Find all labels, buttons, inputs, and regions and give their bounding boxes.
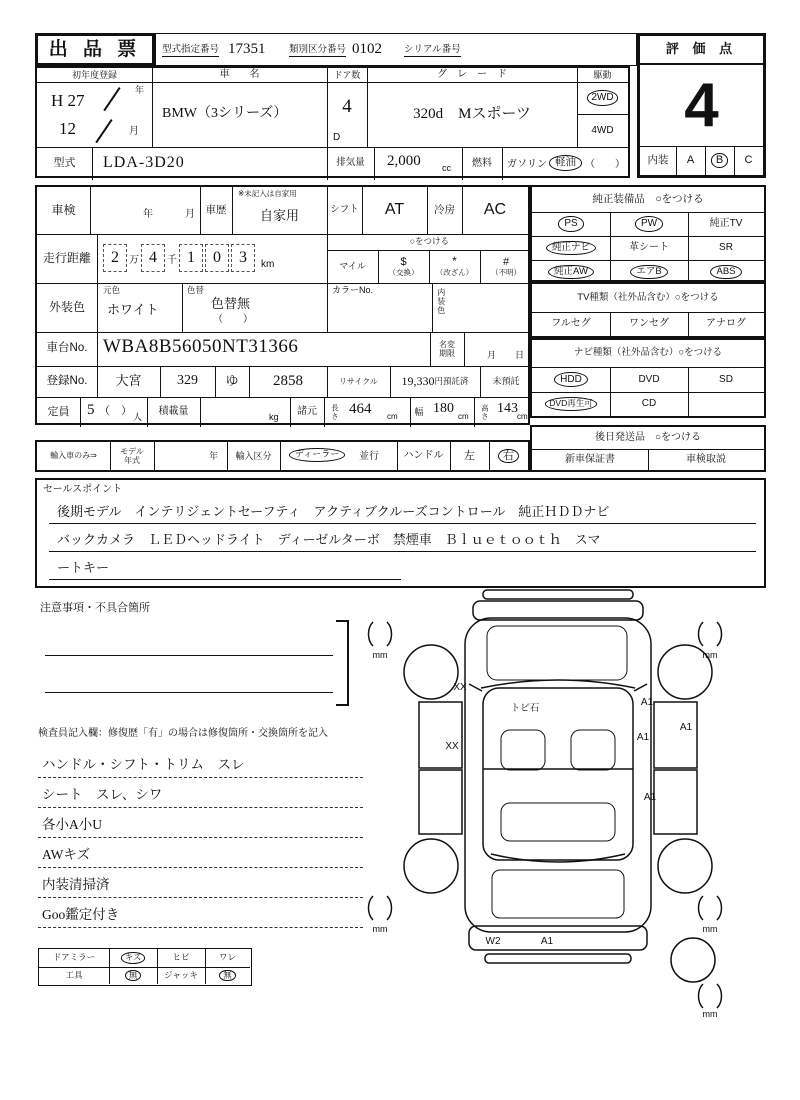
ship-warranty: [532, 449, 648, 470]
detail-table: [35, 185, 530, 425]
load-header: [147, 397, 200, 427]
mileage-digit-box: [103, 244, 127, 272]
import-only-header: [37, 442, 110, 470]
shaken-month-unit: 月: [185, 209, 195, 220]
drive-2wd-selected: 2WD: [587, 90, 617, 106]
jack-none-selected: 無: [219, 970, 236, 982]
model-code-value: LDA-3D20: [103, 154, 185, 171]
divider: [327, 283, 328, 332]
divider: [200, 397, 201, 427]
divider: [92, 147, 93, 180]
equip-navi-selected: 純正ナビ: [546, 241, 596, 256]
mirror-tool-table: [38, 948, 252, 986]
mirror-kizu-cell: [109, 949, 157, 967]
damage-mark-a1: A1: [540, 936, 554, 947]
model-year-unit: 年: [209, 451, 219, 461]
equip-sr: [688, 236, 764, 260]
equip-tv-text: 純正TV: [709, 218, 743, 230]
ship-manual-text: 車検取説: [686, 453, 726, 465]
recycle-unpaid-text: 未預託: [492, 376, 520, 387]
equip-navi: [532, 236, 610, 260]
equip-pw: [610, 212, 688, 236]
doors-cell: [327, 84, 367, 130]
load-unit: kg: [269, 412, 279, 422]
chassis-label: 車台No.: [46, 342, 88, 355]
equip-ps: [532, 212, 610, 236]
score-header: [640, 36, 763, 63]
mileage-opt-exchange: [378, 250, 429, 283]
name-change-day: 日: [515, 350, 525, 360]
reg-number-value: 2858: [273, 372, 303, 389]
mileage-opt-mile: [327, 250, 378, 283]
reg-no-label: 登録No.: [46, 374, 88, 387]
mirror-hibi-text: ヒビ: [172, 952, 190, 963]
interior-grade-c: [734, 146, 763, 175]
mirror-ware-text: ワレ: [218, 952, 236, 963]
mileage-sen-unit: 千: [167, 255, 177, 266]
mileage-digit: 3: [239, 249, 247, 266]
tv-type-box: [530, 282, 766, 338]
handle-right-selected: 右: [498, 449, 519, 464]
inspector-note-line: シート スレ、シワ: [38, 782, 363, 808]
color-change-label: 色替: [187, 285, 205, 295]
fuel-other-paren: （ ）: [585, 159, 625, 170]
opt-exchange-note: （交換）: [388, 267, 419, 277]
cool-value: AC: [483, 201, 507, 219]
title-box: [35, 33, 155, 66]
equip-leather-text: 革シート: [629, 242, 669, 254]
tv-fullseg-text: フルセグ: [551, 318, 591, 330]
load-label: 積載量: [158, 406, 189, 418]
grade-value: 320d Mスポーツ: [413, 105, 531, 122]
divider: [464, 332, 465, 366]
history-header: [200, 187, 232, 234]
fuel-label: 燃料: [472, 157, 492, 169]
mileage-digit-box: [231, 244, 255, 272]
damage-mark-a1: A1: [636, 732, 650, 743]
ship-box: [530, 425, 766, 472]
tread-mm-label: mm: [702, 924, 718, 934]
navi-type-header: [532, 340, 764, 367]
tv-analog-text: アナログ: [706, 318, 746, 330]
shift-cell: [362, 187, 427, 234]
grade-label: グ レ ー ド: [437, 69, 507, 81]
navi-cd-text: CD: [641, 398, 657, 410]
mileage-digit-box: [141, 244, 165, 272]
model-year-label-1: モデル: [120, 446, 144, 456]
capacity-header: [37, 397, 80, 427]
score-header-label: 評 価 点: [665, 41, 738, 57]
mileage-mark-label: ○をつける: [409, 236, 450, 247]
sales-line-1: 後期モデル インテリジェントセーフティ アクティブクルーズコントロール 純正ＨＤＤナビ: [49, 498, 756, 524]
tool-none-selected: 無: [125, 970, 142, 982]
model-year-header: [110, 442, 154, 470]
car-damage-diagram: [355, 588, 775, 1018]
recycle-header: [327, 366, 390, 397]
tv-fullseg: [532, 312, 610, 336]
height-header: [474, 397, 494, 427]
drive-2wd-cell: [577, 82, 628, 114]
equip-airbag-selected: エアB: [630, 265, 667, 280]
navi-dvd-play-selected: DVD再生可: [545, 397, 596, 411]
class-number-label: 類別区分番号: [289, 45, 346, 57]
import-row: [35, 440, 530, 472]
reg-class-cell: [160, 366, 215, 397]
history-value: 自家用: [259, 207, 299, 223]
navi-dvd: [610, 367, 688, 392]
navi-hdd-selected: HDD: [554, 372, 588, 388]
blank-note-line: [45, 655, 333, 656]
damage-mark-w2: W2: [485, 936, 501, 947]
equip-sr-text: SR: [719, 242, 733, 254]
inspector-note-line: ハンドル・シフト・トリム スレ: [38, 752, 363, 778]
tv-oneseg-text: ワンセグ: [629, 318, 669, 330]
reg-month-value: 12: [59, 119, 76, 138]
chassis-value: WBA8B56050NT31366: [103, 336, 299, 357]
divider: [37, 283, 528, 284]
inspector-note-line: 内装清掃済: [38, 872, 363, 898]
shaken-header: [37, 187, 90, 234]
divider: [374, 147, 375, 180]
vehicle-table: [35, 66, 630, 178]
divider: [182, 283, 183, 332]
name-change-label-1: 名変: [439, 339, 455, 349]
damage-mark-stonechip: トビ石: [510, 703, 540, 714]
equip-abs: [688, 260, 764, 284]
height-unit: cm: [517, 412, 528, 421]
model-designation-label: 型式指定番号: [162, 45, 219, 57]
handle-left-cell: [450, 442, 489, 470]
navi-cd: [610, 392, 688, 416]
first-reg-label: 初年度登録: [71, 69, 117, 80]
equip-aw-selected: 純正AW: [548, 265, 594, 280]
caution-header: 注意事項・不具合箇所: [40, 602, 150, 614]
equip-leather: [610, 236, 688, 260]
equipment-header: [532, 187, 764, 212]
mileage-digit: 1: [187, 249, 195, 266]
mileage-opt-tampered: [429, 250, 480, 283]
closing-bracket: [336, 620, 349, 706]
car-name-label: 車 名: [219, 69, 260, 81]
inspector-note-line: Goo鑑定付き: [38, 902, 363, 928]
car-name-header: [152, 68, 327, 82]
equip-tv: [688, 212, 764, 236]
cool-cell: [462, 187, 528, 234]
mileage-km-unit: km: [261, 259, 275, 270]
mirror-label: ドアミラー: [52, 952, 96, 963]
tool-label: 工具: [65, 969, 83, 980]
ship-manual: [648, 449, 764, 470]
fuel-diesel-selected: 軽油: [549, 155, 582, 171]
fuel-header: [462, 147, 502, 180]
reg-kana-cell: [215, 366, 249, 397]
width-value: 180: [433, 401, 454, 416]
grade-a-text: A: [686, 154, 695, 167]
reg-area-value: 大宮: [115, 373, 142, 389]
sales-points-box: [35, 478, 766, 588]
import-only-label: 輸入車のみ⇒: [50, 451, 97, 461]
drive-header: [577, 68, 628, 82]
navi-dvd-text: DVD: [638, 373, 660, 385]
navi-sd: [688, 367, 764, 392]
capacity-value: 5: [87, 402, 95, 418]
divider: [280, 442, 281, 470]
jack-none-cell: [205, 967, 250, 984]
reg-class-value: 329: [177, 373, 198, 389]
shaken-year-unit: 年: [143, 209, 153, 220]
equip-abs-selected: ABS: [710, 265, 741, 280]
spec-label: 諸元: [297, 406, 317, 418]
name-change-label-2: 期限: [439, 349, 455, 358]
tread-mm-label: mm: [702, 650, 718, 660]
length-unit: cm: [387, 412, 398, 421]
opt-unknown-note: （不明）: [491, 267, 521, 277]
mileage-opt-unknown: [480, 250, 532, 283]
divider: [97, 283, 98, 332]
serial-number-label: シリアル番号: [404, 45, 461, 57]
tv-type-header: [532, 284, 764, 312]
base-color-label: 元色: [103, 285, 121, 295]
cool-label: 冷房: [434, 204, 455, 217]
jack-label: ジャッキ: [164, 969, 198, 980]
reg-area-cell: [97, 366, 160, 397]
inspector-note-line: 各小A小U: [38, 812, 363, 838]
damage-mark-xx: XX: [453, 682, 467, 693]
divider: [90, 187, 91, 234]
reg-no-header: [37, 366, 97, 397]
import-parallel: 並行: [359, 451, 379, 462]
interior-grade-a: [676, 146, 705, 175]
damage-mark-a1: A1: [679, 722, 693, 733]
capacity-paren: （ ）: [99, 405, 132, 417]
divider: [97, 332, 98, 366]
divider: [432, 283, 433, 332]
mileage-digit-box: [179, 244, 203, 272]
import-kubun-label: 輸入区分: [235, 450, 272, 461]
damage-mark-a1: A1: [640, 697, 654, 708]
doors-d-unit: D: [333, 132, 341, 143]
spec-header: [290, 397, 324, 427]
reg-era-value: H 27: [51, 91, 85, 110]
divider: [80, 397, 81, 427]
import-dealer-selected: ディーラー: [289, 448, 345, 462]
ext-color-label: 外装色: [48, 299, 85, 314]
mileage-digit-box: [205, 244, 229, 272]
history-note: ※未記入は自家用: [238, 189, 297, 198]
length-value: 464: [349, 401, 372, 417]
width-header: [410, 397, 428, 427]
divider: [97, 234, 98, 283]
height-value: 143: [497, 401, 518, 416]
header-strip: [155, 33, 637, 66]
tread-mm-label: mm: [702, 1009, 718, 1018]
equip-ps-selected: PS: [558, 216, 583, 232]
tv-type-header-text: TV種類（社外品含む）○をつける: [577, 291, 719, 303]
mirror-ware-cell: [205, 949, 250, 967]
fuel-gasoline: ガソリン: [507, 159, 547, 170]
recycle-paid-suffix: 円預託済: [434, 375, 469, 386]
equip-aw: [532, 260, 610, 284]
equipment-box: [530, 185, 766, 282]
reg-kana-value: ゆ: [225, 373, 239, 389]
grade-c-text: C: [744, 154, 753, 167]
mileage-mark-header: [327, 234, 532, 250]
reg-number-cell: [249, 366, 327, 397]
capacity-unit: 人: [133, 412, 143, 422]
tool-label-cell: [39, 967, 109, 984]
recycle-paid-amount: 19,330: [401, 373, 435, 388]
cabin-seats: [501, 730, 615, 841]
sales-line-2: バックカメラ ＬＥＤヘッドライト ディーゼルターボ 禁煙車 Ｂｌｕｅｔｏｏｔｈ スマ: [49, 526, 756, 552]
displacement-value: 2,000: [387, 153, 421, 169]
displacement-header: [327, 147, 374, 180]
first-reg-header: [37, 68, 152, 82]
history-label: 車歴: [205, 204, 227, 217]
chassis-header: [37, 332, 97, 366]
handle-right-cell: [489, 442, 528, 470]
grade-b-selected: B: [711, 153, 728, 168]
equipment-header-text: 純正装備品 ○をつける: [592, 193, 704, 206]
car-name-cell: [152, 82, 327, 147]
mileage-header: [37, 234, 97, 283]
mileage-digit: 0: [213, 249, 221, 266]
score-value-cell: [640, 65, 763, 146]
reg-year-unit: 年: [135, 85, 145, 95]
opt-tampered-sym: *: [452, 254, 457, 269]
inspector-header: 検査員記入欄：修復歴「有」の場合は修復箇所・交換箇所を記入: [38, 728, 328, 739]
navi-dvd-play: [532, 392, 610, 416]
sales-line-3: ートキー: [49, 554, 401, 580]
tread-mm-label: mm: [372, 924, 388, 934]
displacement-label: 排気量: [336, 157, 365, 169]
blank-note-line: [45, 692, 333, 693]
recycle-paid-cell: [390, 366, 480, 397]
ext-color-header: [37, 283, 97, 332]
mirror-label-cell: [39, 949, 109, 967]
capacity-label: 定員: [47, 405, 70, 418]
mileage-digit: 4: [149, 249, 157, 266]
jack-label-cell: [157, 967, 205, 984]
tool-none-cell: [109, 967, 157, 984]
navi-empty: [688, 392, 764, 416]
opt-mile-text: マイル: [339, 261, 366, 272]
inspector-note-line: AWキズ: [38, 842, 363, 868]
color-change-paren: （ ）: [213, 314, 253, 325]
interior-label-text: 内装: [647, 154, 669, 167]
name-change-month: 月: [487, 350, 497, 360]
shift-header: [327, 187, 362, 234]
handwritten-slash: [103, 87, 120, 111]
mirror-hibi-cell: [157, 949, 205, 967]
recycle-unpaid-cell: [480, 366, 532, 397]
divider: [502, 147, 503, 180]
navi-type-box: [530, 338, 766, 418]
divider: [37, 397, 528, 398]
score-value: 4: [684, 70, 719, 140]
color-no-label: カラーNo.: [332, 285, 374, 295]
color-change-value: 色替無: [211, 296, 251, 311]
doors-label: ドア数: [333, 69, 361, 80]
equip-pw-selected: PW: [635, 216, 663, 232]
handle-header: [397, 442, 450, 470]
class-number-value: 0102: [352, 41, 382, 57]
doors-value: 4: [342, 96, 352, 118]
interior-grade-label: [640, 146, 676, 175]
ship-header-text: 後日発送品 ○をつける: [594, 432, 702, 444]
import-kubun-header: [227, 442, 280, 470]
opt-exchange-sym: $: [400, 255, 407, 268]
mileage-digit: 2: [111, 249, 119, 266]
drive-4wd-text: 4WD: [591, 124, 614, 136]
car-outline: [404, 590, 715, 982]
handle-left-text: 左: [464, 449, 475, 462]
damage-mark-xx: XX: [445, 741, 459, 752]
drive-4wd-cell: [577, 114, 628, 147]
navi-hdd: [532, 367, 610, 392]
sales-points-label: セールスポイント: [43, 484, 123, 495]
int-color-label: 内装色: [436, 288, 446, 315]
navi-type-header-text: ナビ種類（社外品含む）○をつける: [573, 347, 723, 359]
score-box: [637, 33, 766, 178]
drive-label: 駆動: [593, 69, 612, 80]
car-name-value: BMW（3シリーズ）: [162, 106, 288, 122]
mileage-label: 走行距離: [42, 250, 91, 265]
grade-header: [367, 68, 577, 82]
ship-header: [532, 427, 764, 449]
length-header: [324, 397, 344, 427]
shift-label: シフト: [330, 204, 359, 216]
height-label: 高さ: [480, 403, 490, 421]
recycle-label-1: リサイクル: [339, 376, 378, 386]
model-code-label: 型式: [53, 157, 76, 170]
form-title: 出 品 票: [48, 38, 142, 60]
navi-sd-text: SD: [719, 373, 733, 385]
tread-mm-label: mm: [372, 650, 388, 660]
history-cell: [232, 200, 327, 232]
name-change-header: [430, 332, 464, 366]
width-label: 幅: [414, 406, 424, 417]
shift-value: AT: [384, 201, 405, 219]
shaken-label: 車検: [51, 202, 76, 217]
interior-grade-b: [705, 146, 734, 175]
equip-airbag: [610, 260, 688, 284]
cool-header: [427, 187, 462, 234]
length-label: 長さ: [330, 403, 340, 421]
tv-analog: [688, 312, 764, 336]
grade-cell: [367, 82, 577, 147]
width-unit: cm: [458, 412, 469, 421]
model-year-label-2: 年式: [124, 456, 140, 465]
reg-month-unit: 月: [129, 126, 139, 137]
model-designation-value: 17351: [228, 41, 266, 57]
divider: [154, 442, 155, 470]
handle-label: ハンドル: [403, 450, 444, 462]
ship-warranty-text: 新車保証書: [565, 453, 615, 465]
handwritten-slash: [95, 119, 112, 143]
mirror-kizu-selected: キズ: [121, 952, 146, 964]
doors-header: [327, 68, 367, 82]
mileage-man-unit: 万: [129, 255, 139, 266]
model-code-header: [37, 147, 92, 180]
displacement-unit: cc: [442, 163, 451, 173]
base-color-value: ホワイト: [107, 302, 159, 317]
opt-tampered-note: （改ざん）: [435, 268, 474, 278]
tv-oneseg: [610, 312, 688, 336]
damage-mark-a1: A1: [643, 792, 657, 803]
opt-unknown-sym: #: [502, 255, 510, 268]
